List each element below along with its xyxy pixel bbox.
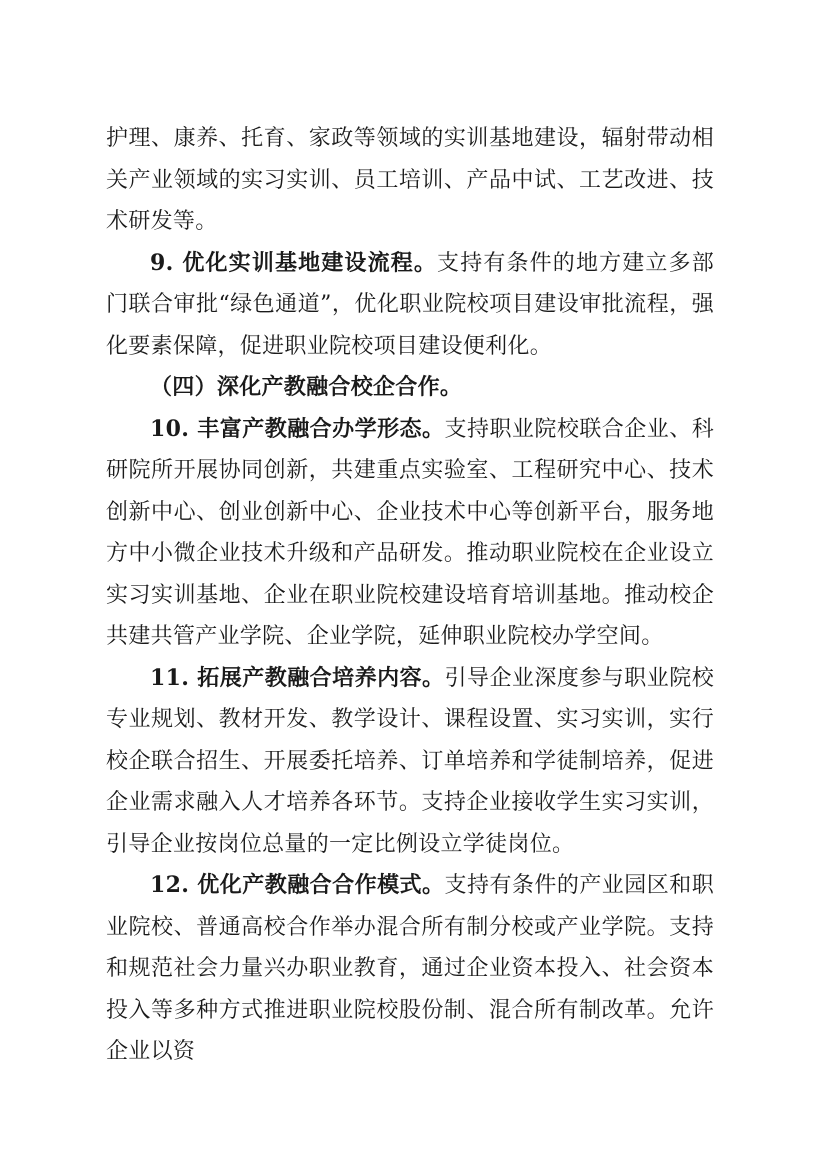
- item-9-heading: 9. 优化实训基地建设流程。: [150, 249, 438, 276]
- section-4-heading: [106, 367, 714, 409]
- item-12-heading: 12. 优化产教融合合作模式。: [150, 872, 445, 898]
- item-12-text: 支持有条件的产业园区和职业院校、普通高校合作举办混合所有制分校或产业学院。支持和规范社会力量兴办职业教育，通过企业资本投入、社会资本投入等多种方式推进职业院校股份制、混合所有制改革。允许企业以资: [106, 873, 714, 1064]
- item-10-heading: 10. 丰富产教融合办学形态。: [150, 415, 445, 442]
- section-4-title: （四）深化产教融合校企合作。: [150, 374, 463, 400]
- item-10-text: 支持职业院校联合企业、科研院所开展协同创新，共建重点实验室、工程研究中心、技术创新中心、创业创新中心、企业技术中心等创新平台，服务地方中小微企业技术升级和产品研发。推动职业院校在企业设立实习实训基地、企业在职业院校建设培育培训基地。推动校企共建共管产业学院、企业学院，延伸职业院校办学空间。: [106, 416, 714, 649]
- paragraph-item-12: [106, 865, 714, 1073]
- paragraph-text: 护理、康养、托育、家政等领域的实训基地建设，辐射带动相关产业领域的实习实训、员工培训、产品中试、工艺改进、技术研发等。: [106, 126, 714, 234]
- document-body: [106, 118, 714, 1073]
- item-9-text: 支持有条件的地方建立多部门联合审批“绿色通道”，优化职业院校项目建设审批流程，强化要素保障，促进职业院校项目建设便利化。: [106, 250, 715, 359]
- paragraph-item-11: [106, 658, 714, 866]
- paragraph-item-10: [106, 409, 714, 658]
- paragraph-continuation: [106, 118, 714, 243]
- item-11-heading: 11. 拓展产教融合培养内容。: [150, 664, 445, 691]
- item-11-text: 引导企业深度参与职业院校专业规划、教材开发、教学设计、课程设置、实习实训，实行校企联合招生、开展委托培养、订单培养和学徒制培养，促进企业需求融入人才培养各环节。支持企业接收学生实习实训，引导企业按岗位总量的一定比例设立学徒岗位。: [106, 665, 714, 857]
- paragraph-item-9: [106, 243, 714, 368]
